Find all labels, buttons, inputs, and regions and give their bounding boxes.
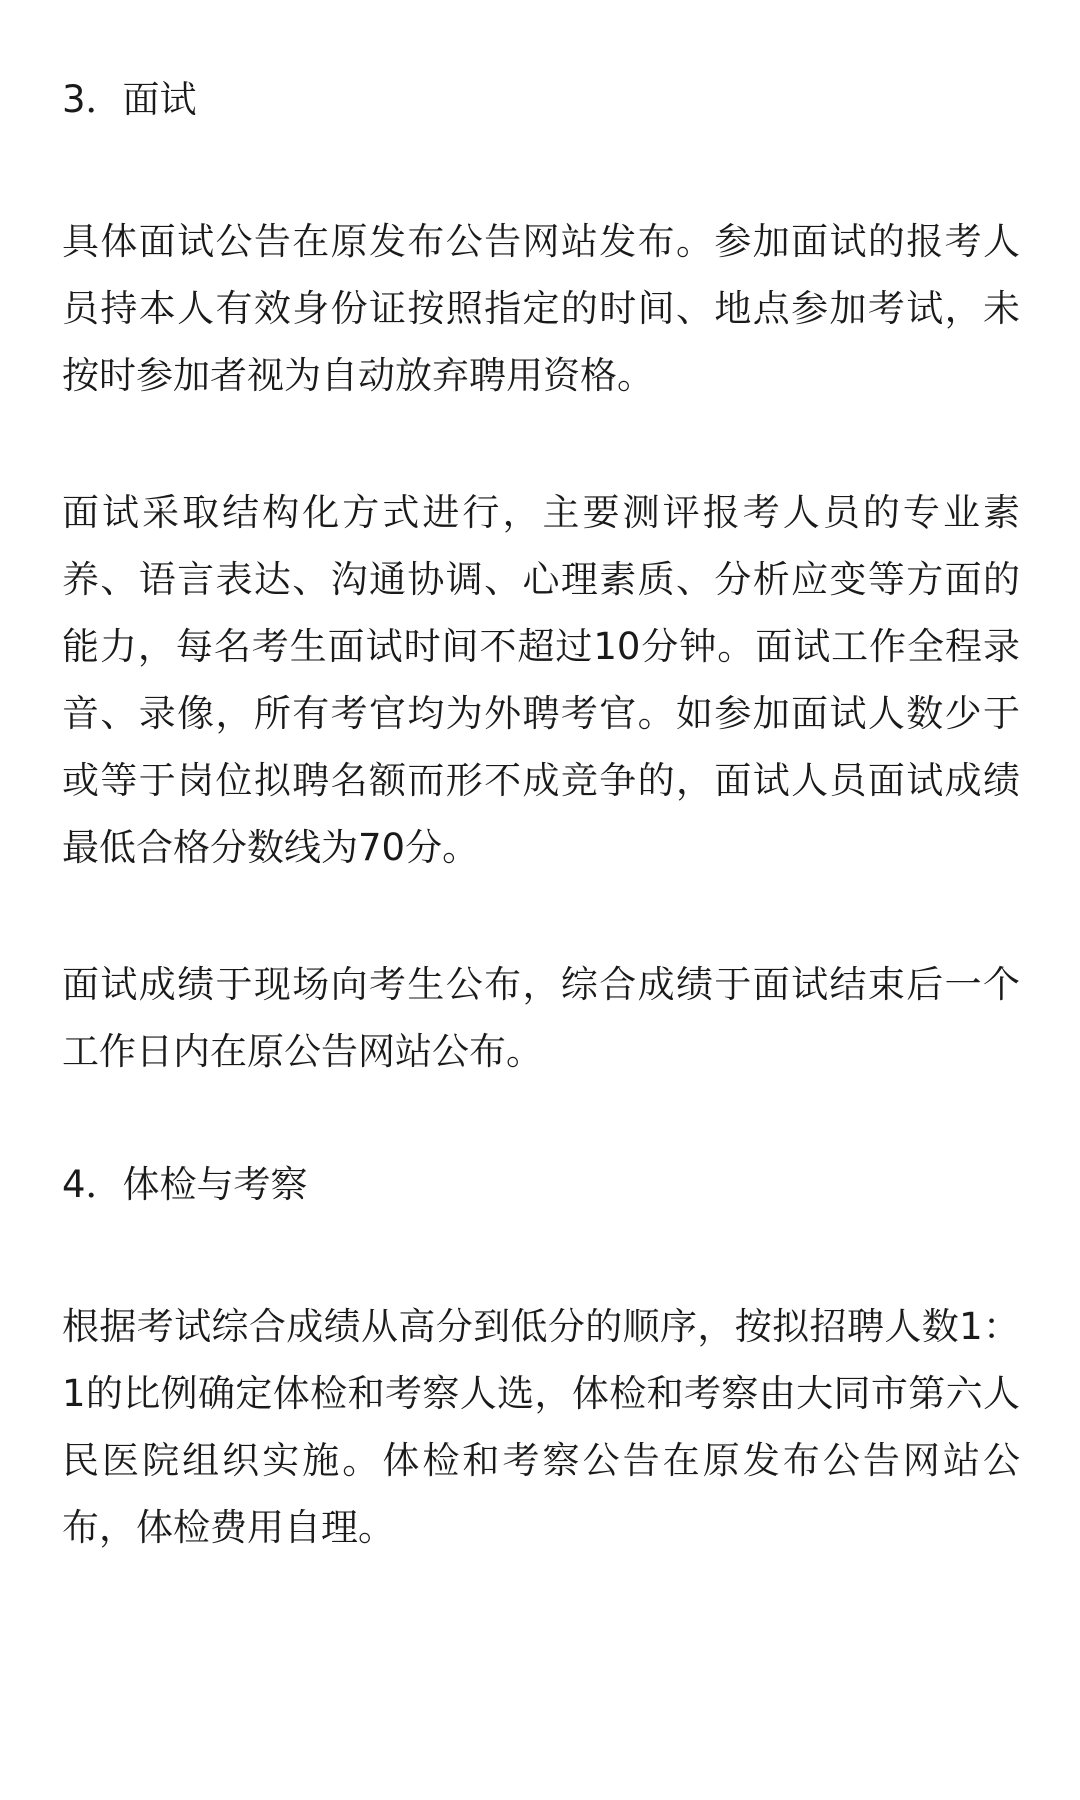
interview-announcement-paragraph: 具体面试公告在原发布公告网站发布。参加面试的报考人员持本人有效身份证按照指定的时间、地点参加考试，未按时参加者视为自动放弃聘用资格。: [62, 220, 1020, 397]
section-heading-medical-exam: 4．体检与考察: [62, 1163, 308, 1206]
interview-format-paragraph: 面试采取结构化方式进行，主要测评报考人员的专业素养、语言表达、沟通协调、心理素质、分析应变等方面的能力，每名考生面试时间不超过10分钟。面试工作全程录音、录像，所有考官均为外聘考官。如参加面试人数少于或等于岗位拟聘名额而形不成竞争的，面试人员面试成绩最低合格分数线为70分。: [62, 491, 1020, 869]
medical-exam-paragraph: 根据考试综合成绩从高分到低分的顺序，按拟招聘人数1：1的比例确定体检和考察人选，体检和考察由大同市第六人民医院组织实施。体检和考察公告在原发布公告网站公布，体检费用自理。: [62, 1305, 1020, 1549]
section-heading-interview: 3．面试: [62, 78, 197, 121]
interview-results-paragraph: 面试成绩于现场向考生公布，综合成绩于面试结束后一个工作日内在原公告网站公布。: [62, 963, 1020, 1073]
